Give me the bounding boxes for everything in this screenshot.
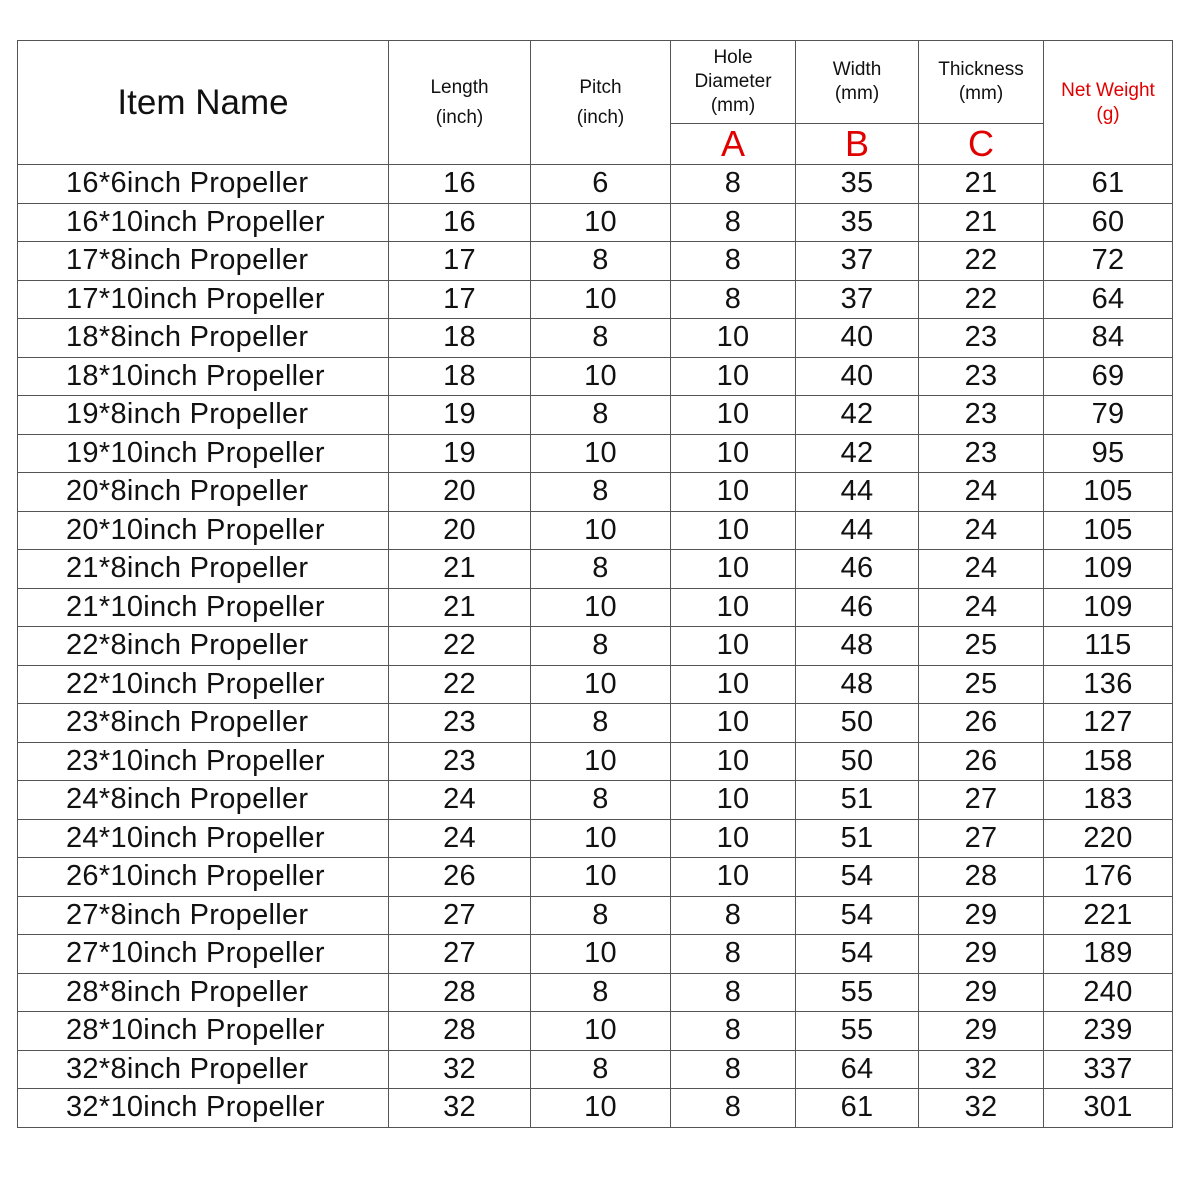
hole-diameter-cell: 10 bbox=[671, 742, 796, 781]
width-header bbox=[796, 41, 919, 124]
thickness-cell: 24 bbox=[919, 511, 1044, 550]
thickness-cell: 27 bbox=[919, 781, 1044, 820]
item-name-cell: 32*8inch Propeller bbox=[18, 1050, 389, 1089]
hole-diameter-cell: 8 bbox=[671, 242, 796, 281]
pitch-cell: 8 bbox=[531, 781, 671, 820]
length-cell: 27 bbox=[389, 935, 531, 974]
width-cell: 46 bbox=[796, 588, 919, 627]
pitch-cell: 10 bbox=[531, 1012, 671, 1051]
net-weight-cell: 60 bbox=[1044, 203, 1173, 242]
table-row bbox=[18, 1050, 1173, 1089]
item-name-cell: 19*10inch Propeller bbox=[18, 434, 389, 473]
net-weight-cell: 95 bbox=[1044, 434, 1173, 473]
width-cell: 50 bbox=[796, 742, 919, 781]
net-weight-cell: 239 bbox=[1044, 1012, 1173, 1051]
table-row bbox=[18, 704, 1173, 743]
hole-diameter-cell: 10 bbox=[671, 665, 796, 704]
hole-diameter-cell: 8 bbox=[671, 203, 796, 242]
thickness-cell: 32 bbox=[919, 1089, 1044, 1128]
thickness-cell: 28 bbox=[919, 858, 1044, 897]
table-header bbox=[18, 41, 1173, 165]
length-cell: 20 bbox=[389, 511, 531, 550]
net-weight-cell: 79 bbox=[1044, 396, 1173, 435]
dimension-letter-a: A bbox=[671, 124, 796, 165]
hole-diameter-cell: 10 bbox=[671, 819, 796, 858]
length-cell: 17 bbox=[389, 280, 531, 319]
net-weight-cell: 64 bbox=[1044, 280, 1173, 319]
thickness-cell: 23 bbox=[919, 434, 1044, 473]
pitch-cell: 8 bbox=[531, 973, 671, 1012]
item-name-cell: 28*10inch Propeller bbox=[18, 1012, 389, 1051]
table-row bbox=[18, 858, 1173, 897]
pitch-cell: 8 bbox=[531, 1050, 671, 1089]
hole-diameter-cell: 10 bbox=[671, 858, 796, 897]
table-row bbox=[18, 319, 1173, 358]
hole-diameter-cell: 8 bbox=[671, 973, 796, 1012]
pitch-cell: 8 bbox=[531, 704, 671, 743]
net-weight-cell: 221 bbox=[1044, 896, 1173, 935]
net-weight-cell: 105 bbox=[1044, 511, 1173, 550]
thickness-header-label: Thickness bbox=[938, 59, 1024, 80]
table-body bbox=[18, 165, 1173, 1128]
table-row bbox=[18, 242, 1173, 281]
width-cell: 54 bbox=[796, 935, 919, 974]
net-weight-cell: 220 bbox=[1044, 819, 1173, 858]
length-cell: 26 bbox=[389, 858, 531, 897]
thickness-cell: 22 bbox=[919, 242, 1044, 281]
table-row bbox=[18, 935, 1173, 974]
net-weight-cell: 72 bbox=[1044, 242, 1173, 281]
hole-diameter-cell: 10 bbox=[671, 434, 796, 473]
table-row bbox=[18, 588, 1173, 627]
table-row bbox=[18, 973, 1173, 1012]
net-weight-cell: 115 bbox=[1044, 627, 1173, 666]
width-cell: 35 bbox=[796, 165, 919, 204]
net-weight-cell: 240 bbox=[1044, 973, 1173, 1012]
length-cell: 17 bbox=[389, 242, 531, 281]
thickness-cell: 29 bbox=[919, 973, 1044, 1012]
length-cell: 23 bbox=[389, 704, 531, 743]
width-cell: 42 bbox=[796, 434, 919, 473]
net-weight-cell: 127 bbox=[1044, 704, 1173, 743]
dimension-letter-c: C bbox=[919, 124, 1044, 165]
width-cell: 42 bbox=[796, 396, 919, 435]
hole-diameter-cell: 10 bbox=[671, 357, 796, 396]
length-cell: 23 bbox=[389, 742, 531, 781]
item-name-cell: 21*10inch Propeller bbox=[18, 588, 389, 627]
hole-diameter-cell: 10 bbox=[671, 396, 796, 435]
hole-diameter-cell: 10 bbox=[671, 627, 796, 666]
width-cell: 35 bbox=[796, 203, 919, 242]
net-weight-cell: 109 bbox=[1044, 550, 1173, 589]
pitch-cell: 8 bbox=[531, 242, 671, 281]
item-name-cell: 18*8inch Propeller bbox=[18, 319, 389, 358]
length-cell: 16 bbox=[389, 203, 531, 242]
net-weight-header-label: Net Weight bbox=[1061, 79, 1155, 101]
item-name-cell: 20*8inch Propeller bbox=[18, 473, 389, 512]
width-cell: 55 bbox=[796, 1012, 919, 1051]
length-header bbox=[389, 41, 531, 165]
width-cell: 54 bbox=[796, 896, 919, 935]
pitch-cell: 6 bbox=[531, 165, 671, 204]
thickness-cell: 29 bbox=[919, 896, 1044, 935]
width-cell: 40 bbox=[796, 357, 919, 396]
width-header-unit: (mm) bbox=[834, 83, 880, 104]
length-cell: 24 bbox=[389, 781, 531, 820]
net-weight-cell: 301 bbox=[1044, 1089, 1173, 1128]
length-cell: 19 bbox=[389, 434, 531, 473]
item-name-header: Item Name bbox=[18, 41, 389, 165]
item-name-cell: 17*8inch Propeller bbox=[18, 242, 389, 281]
net-weight-cell: 189 bbox=[1044, 935, 1173, 974]
pitch-cell: 8 bbox=[531, 319, 671, 358]
pitch-cell: 10 bbox=[531, 203, 671, 242]
pitch-cell: 8 bbox=[531, 627, 671, 666]
length-cell: 28 bbox=[389, 973, 531, 1012]
width-cell: 50 bbox=[796, 704, 919, 743]
item-name-cell: 19*8inch Propeller bbox=[18, 396, 389, 435]
net-weight-cell: 176 bbox=[1044, 858, 1173, 897]
thickness-cell: 23 bbox=[919, 396, 1044, 435]
table-row bbox=[18, 357, 1173, 396]
pitch-cell: 10 bbox=[531, 665, 671, 704]
width-cell: 40 bbox=[796, 319, 919, 358]
hole-diameter-cell: 8 bbox=[671, 280, 796, 319]
thickness-cell: 26 bbox=[919, 742, 1044, 781]
width-cell: 51 bbox=[796, 819, 919, 858]
table-row bbox=[18, 203, 1173, 242]
length-cell: 22 bbox=[389, 665, 531, 704]
length-cell: 32 bbox=[389, 1050, 531, 1089]
table-row bbox=[18, 280, 1173, 319]
hole-diameter-header bbox=[671, 41, 796, 124]
pitch-cell: 10 bbox=[531, 434, 671, 473]
net-weight-cell: 337 bbox=[1044, 1050, 1173, 1089]
width-cell: 48 bbox=[796, 665, 919, 704]
table-row bbox=[18, 473, 1173, 512]
hole-diameter-cell: 10 bbox=[671, 473, 796, 512]
net-weight-cell: 136 bbox=[1044, 665, 1173, 704]
dimension-letter-b: B bbox=[796, 124, 919, 165]
pitch-cell: 10 bbox=[531, 511, 671, 550]
net-weight-cell: 109 bbox=[1044, 588, 1173, 627]
propeller-spec-table bbox=[17, 40, 1173, 1128]
item-name-cell: 23*8inch Propeller bbox=[18, 704, 389, 743]
pitch-cell: 10 bbox=[531, 588, 671, 627]
table-row bbox=[18, 434, 1173, 473]
hole-diameter-cell: 8 bbox=[671, 1089, 796, 1128]
width-cell: 44 bbox=[796, 473, 919, 512]
item-name-cell: 21*8inch Propeller bbox=[18, 550, 389, 589]
net-weight-cell: 84 bbox=[1044, 319, 1173, 358]
width-cell: 46 bbox=[796, 550, 919, 589]
length-cell: 22 bbox=[389, 627, 531, 666]
table-row bbox=[18, 511, 1173, 550]
width-cell: 61 bbox=[796, 1089, 919, 1128]
pitch-cell: 8 bbox=[531, 550, 671, 589]
width-cell: 37 bbox=[796, 280, 919, 319]
hole-diameter-cell: 8 bbox=[671, 1012, 796, 1051]
length-cell: 16 bbox=[389, 165, 531, 204]
thickness-cell: 25 bbox=[919, 665, 1044, 704]
length-cell: 18 bbox=[389, 357, 531, 396]
table-row bbox=[18, 627, 1173, 666]
item-name-cell: 16*6inch Propeller bbox=[18, 165, 389, 204]
width-header-label: Width bbox=[832, 59, 882, 80]
thickness-cell: 29 bbox=[919, 1012, 1044, 1051]
item-name-cell: 18*10inch Propeller bbox=[18, 357, 389, 396]
width-cell: 44 bbox=[796, 511, 919, 550]
length-cell: 20 bbox=[389, 473, 531, 512]
pitch-header-unit: (inch) bbox=[576, 106, 625, 128]
header-row bbox=[18, 41, 1173, 124]
table-row bbox=[18, 1012, 1173, 1051]
width-cell: 51 bbox=[796, 781, 919, 820]
length-header-label: Length bbox=[430, 76, 489, 98]
thickness-cell: 24 bbox=[919, 550, 1044, 589]
thickness-cell: 23 bbox=[919, 357, 1044, 396]
pitch-header-label: Pitch bbox=[579, 76, 622, 98]
length-cell: 18 bbox=[389, 319, 531, 358]
item-name-cell: 26*10inch Propeller bbox=[18, 858, 389, 897]
hole-diameter-cell: 10 bbox=[671, 781, 796, 820]
length-cell: 21 bbox=[389, 588, 531, 627]
pitch-cell: 8 bbox=[531, 896, 671, 935]
item-name-cell: 24*8inch Propeller bbox=[18, 781, 389, 820]
hole-diameter-header-unit: (mm) bbox=[710, 95, 756, 116]
hole-diameter-header-line1: Hole bbox=[713, 47, 753, 68]
net-weight-cell: 183 bbox=[1044, 781, 1173, 820]
hole-diameter-cell: 10 bbox=[671, 588, 796, 627]
thickness-cell: 22 bbox=[919, 280, 1044, 319]
thickness-header-unit: (mm) bbox=[958, 83, 1004, 104]
item-name-cell: 23*10inch Propeller bbox=[18, 742, 389, 781]
hole-diameter-cell: 8 bbox=[671, 165, 796, 204]
item-name-cell: 22*8inch Propeller bbox=[18, 627, 389, 666]
hole-diameter-cell: 10 bbox=[671, 511, 796, 550]
thickness-header bbox=[919, 41, 1044, 124]
pitch-cell: 8 bbox=[531, 473, 671, 512]
thickness-cell: 29 bbox=[919, 935, 1044, 974]
width-cell: 55 bbox=[796, 973, 919, 1012]
thickness-cell: 32 bbox=[919, 1050, 1044, 1089]
net-weight-cell: 158 bbox=[1044, 742, 1173, 781]
item-name-cell: 24*10inch Propeller bbox=[18, 819, 389, 858]
thickness-cell: 26 bbox=[919, 704, 1044, 743]
hole-diameter-header-line2: Diameter bbox=[694, 71, 772, 92]
width-cell: 37 bbox=[796, 242, 919, 281]
length-cell: 21 bbox=[389, 550, 531, 589]
hole-diameter-cell: 10 bbox=[671, 319, 796, 358]
table-row bbox=[18, 896, 1173, 935]
table-row bbox=[18, 396, 1173, 435]
thickness-cell: 25 bbox=[919, 627, 1044, 666]
table-row bbox=[18, 165, 1173, 204]
item-name-cell: 20*10inch Propeller bbox=[18, 511, 389, 550]
pitch-cell: 8 bbox=[531, 396, 671, 435]
table-row bbox=[18, 550, 1173, 589]
pitch-cell: 10 bbox=[531, 357, 671, 396]
length-cell: 24 bbox=[389, 819, 531, 858]
pitch-cell: 10 bbox=[531, 280, 671, 319]
pitch-cell: 10 bbox=[531, 858, 671, 897]
length-cell: 32 bbox=[389, 1089, 531, 1128]
length-cell: 28 bbox=[389, 1012, 531, 1051]
thickness-cell: 24 bbox=[919, 588, 1044, 627]
table-row bbox=[18, 1089, 1173, 1128]
hole-diameter-cell: 10 bbox=[671, 704, 796, 743]
net-weight-cell: 69 bbox=[1044, 357, 1173, 396]
hole-diameter-cell: 8 bbox=[671, 1050, 796, 1089]
net-weight-header-unit: (g) bbox=[1096, 103, 1120, 125]
item-name-cell: 16*10inch Propeller bbox=[18, 203, 389, 242]
item-name-cell: 32*10inch Propeller bbox=[18, 1089, 389, 1128]
pitch-cell: 10 bbox=[531, 742, 671, 781]
item-name-cell: 27*8inch Propeller bbox=[18, 896, 389, 935]
pitch-cell: 10 bbox=[531, 1089, 671, 1128]
item-name-cell: 28*8inch Propeller bbox=[18, 973, 389, 1012]
width-cell: 54 bbox=[796, 858, 919, 897]
net-weight-header bbox=[1044, 41, 1173, 165]
thickness-cell: 21 bbox=[919, 203, 1044, 242]
length-cell: 27 bbox=[389, 896, 531, 935]
length-cell: 19 bbox=[389, 396, 531, 435]
item-name-cell: 22*10inch Propeller bbox=[18, 665, 389, 704]
item-name-cell: 17*10inch Propeller bbox=[18, 280, 389, 319]
length-header-unit: (inch) bbox=[435, 106, 484, 128]
table-row bbox=[18, 742, 1173, 781]
thickness-cell: 21 bbox=[919, 165, 1044, 204]
item-name-cell: 27*10inch Propeller bbox=[18, 935, 389, 974]
hole-diameter-cell: 8 bbox=[671, 896, 796, 935]
net-weight-cell: 105 bbox=[1044, 473, 1173, 512]
net-weight-cell: 61 bbox=[1044, 165, 1173, 204]
thickness-cell: 23 bbox=[919, 319, 1044, 358]
hole-diameter-cell: 8 bbox=[671, 935, 796, 974]
thickness-cell: 27 bbox=[919, 819, 1044, 858]
thickness-cell: 24 bbox=[919, 473, 1044, 512]
width-cell: 48 bbox=[796, 627, 919, 666]
pitch-cell: 10 bbox=[531, 935, 671, 974]
table-row bbox=[18, 665, 1173, 704]
pitch-header bbox=[531, 41, 671, 165]
width-cell: 64 bbox=[796, 1050, 919, 1089]
table-row bbox=[18, 819, 1173, 858]
hole-diameter-cell: 10 bbox=[671, 550, 796, 589]
pitch-cell: 10 bbox=[531, 819, 671, 858]
table-row bbox=[18, 781, 1173, 820]
